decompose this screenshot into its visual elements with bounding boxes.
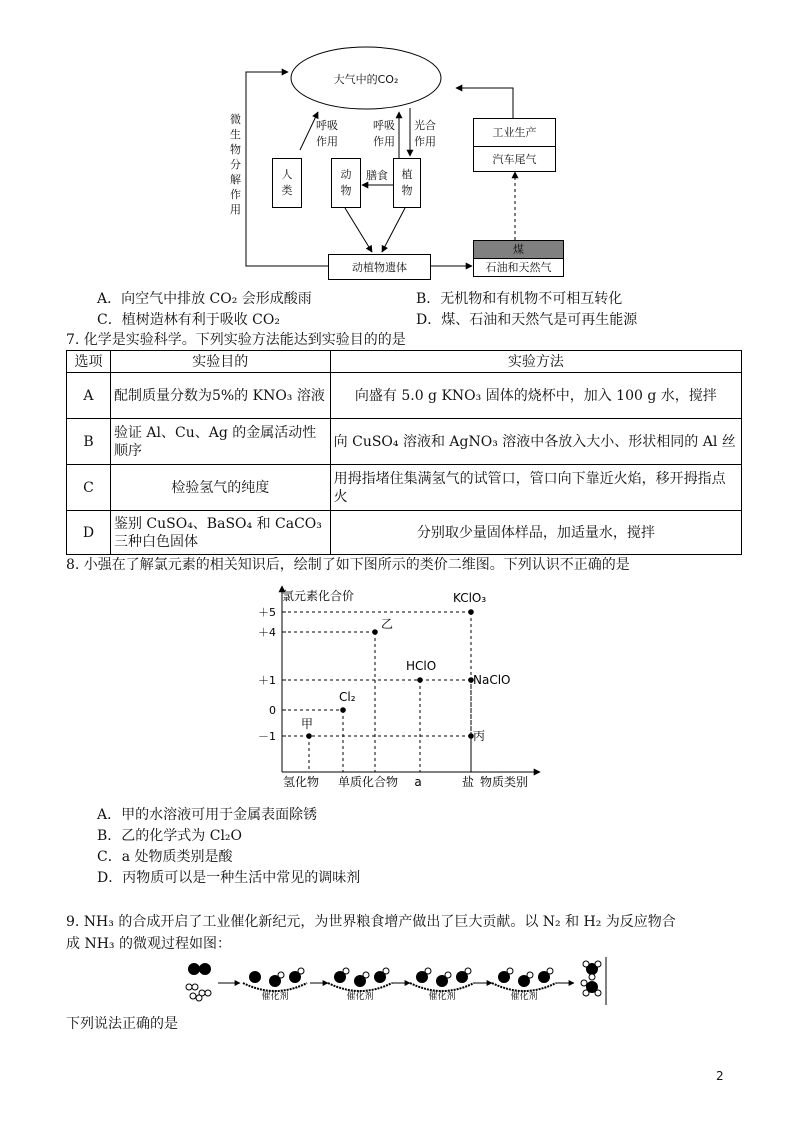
q7-table [66,350,742,555]
data-point [468,609,474,615]
catalyst-stage [328,968,392,1002]
q8-option-d: D．丙物质可以是一种生活中常见的调味剂 [97,870,361,886]
q7-header-row [67,351,742,373]
q9-stem-line1: 9. NH₃ 的合成开启了工业催化新纪元，为世界粮食增产做出了巨大贡献。以 N₂ 和 H₂ 为反应物合 [66,914,676,930]
stage-reactants [186,963,211,1001]
x-tick-label: 盐 [461,775,475,789]
plants-box: 植物 [393,158,421,208]
q6-option-b: B．无机物和有机物不可相互转化 [416,291,623,307]
catalyst-stage [243,968,307,1002]
x-axis-label: 物质类别 [480,775,529,789]
row-option: B [67,419,111,465]
q8-stem: 8. 小强在了解氯元素的相关知识后，绘制了如下图所示的类价二维图。下列认识不正确的是 [66,557,630,573]
catalyst-label: 催化剂 [346,992,374,1002]
catalyst-label: 催化剂 [261,992,289,1002]
point-label: Cl₂ [339,690,356,704]
row-method: 分别取少量固体样品，加适量水，搅拌 [330,511,741,555]
q7-head-option: 选项 [67,351,111,373]
y-tick-label: －1 [258,730,276,743]
humans-box: 人类 [272,158,302,208]
q6-option-c: C．植树造林有利于吸收 CO₂ [97,312,280,328]
oil-gas-label: 石油和天然气 [485,261,552,274]
coal-label: 煤 [474,241,563,259]
y-axis-label: 氯元素化合价 [282,589,355,603]
y-tick-label: ＋5 [258,606,276,619]
photosynthesis-label: 光合作用 [414,119,436,148]
point-label: 丙 [473,729,486,743]
ammonia-synthesis-process [180,955,620,1007]
point-label: 甲 [301,717,314,731]
x-tick-label: 氢化物 [282,775,320,789]
q8-option-a: A．甲的水溶液可用于金属表面除锈 [97,807,318,823]
table-row [67,511,742,555]
table-row [67,419,742,465]
y-tick-label: ＋1 [258,674,276,687]
q8-option-c: C．a 处物质类别是酸 [97,849,233,865]
q7-stem: 7. 化学是实验科学。下列实验方法能达到实验目的的是 [66,332,406,348]
q9-stem-line2: 成 NH₃ 的微观过程如图： [66,936,231,952]
row-method: 向盛有 5.0 g KNO₃ 固体的烧杯中，加入 100 g 水，搅拌 [330,373,741,419]
data-point [340,707,346,713]
row-goal: 配制质量分数为5%的 KNO₃ 溶液 [110,373,330,419]
q9-follow: 下列说法正确的是 [66,1016,178,1032]
y-tick-label: 0 [269,704,276,717]
atmosphere-label: 大气中的CO₂ [333,73,399,86]
row-option: A [67,373,111,419]
y-tick-label: ＋4 [258,626,276,639]
page-number: 2 [716,1069,724,1083]
q6-option-a: A．向空气中排放 CO₂ 会形成酸雨 [97,291,312,307]
eat-label: 膳食 [366,169,388,182]
stage-product [581,961,601,996]
catalyst-stage [492,968,556,1002]
catalyst-label: 催化剂 [428,992,456,1002]
animals-box: 动物 [331,158,361,208]
row-option: C [67,465,111,511]
row-goal: 检验氢气的纯度 [110,465,330,511]
plant-respiration-label: 呼吸作用 [373,119,395,148]
animal-respiration-label: 呼吸作用 [316,119,338,148]
data-point [372,629,378,635]
q7-head-method: 实验方法 [330,351,741,373]
point-label: 乙 [381,617,394,631]
row-goal: 鉴别 CuSO₄、BaSO₄ 和 CaCO₃ 三种白色固体 [110,511,330,555]
row-method: 向 CuSO₄ 溶液和 AgNO₃ 溶液中各放入大小、形状相同的 Al 丝 [330,419,741,465]
q8-chart [240,580,560,790]
catalyst-label: 催化剂 [510,992,538,1002]
q6-option-d: D．煤、石油和天然气是可再生能源 [416,312,638,328]
catalyst-stage [410,968,474,1002]
exhaust-label: 汽车尾气 [492,153,537,166]
microbe-label: 微生物分解作用 [230,113,241,216]
row-method: 用拇指堵住集满氢气的试管口，管口向下靠近火焰，移开拇指点火 [330,465,741,511]
fossil-fuel-box [473,240,564,277]
industry-label: 工业生产 [474,119,555,147]
table-row [67,373,742,419]
x-tick-label: a [414,775,422,789]
row-option: D [67,511,111,555]
q8-option-b: B．乙的化学式为 Cl₂O [97,828,243,844]
x-tick-label: 化合物 [361,775,399,789]
point-label: NaClO [473,673,511,687]
table-row [67,465,742,511]
remains-box: 动植物遗体 [328,254,431,280]
x-tick-label: 单质 [337,775,363,789]
industry-box [473,118,556,172]
row-goal: 验证 Al、Cu、Ag 的金属活动性顺序 [110,419,330,465]
q7-head-goal: 实验目的 [110,351,330,373]
point-label: KClO₃ [453,591,487,605]
point-label: HClO [406,659,437,673]
